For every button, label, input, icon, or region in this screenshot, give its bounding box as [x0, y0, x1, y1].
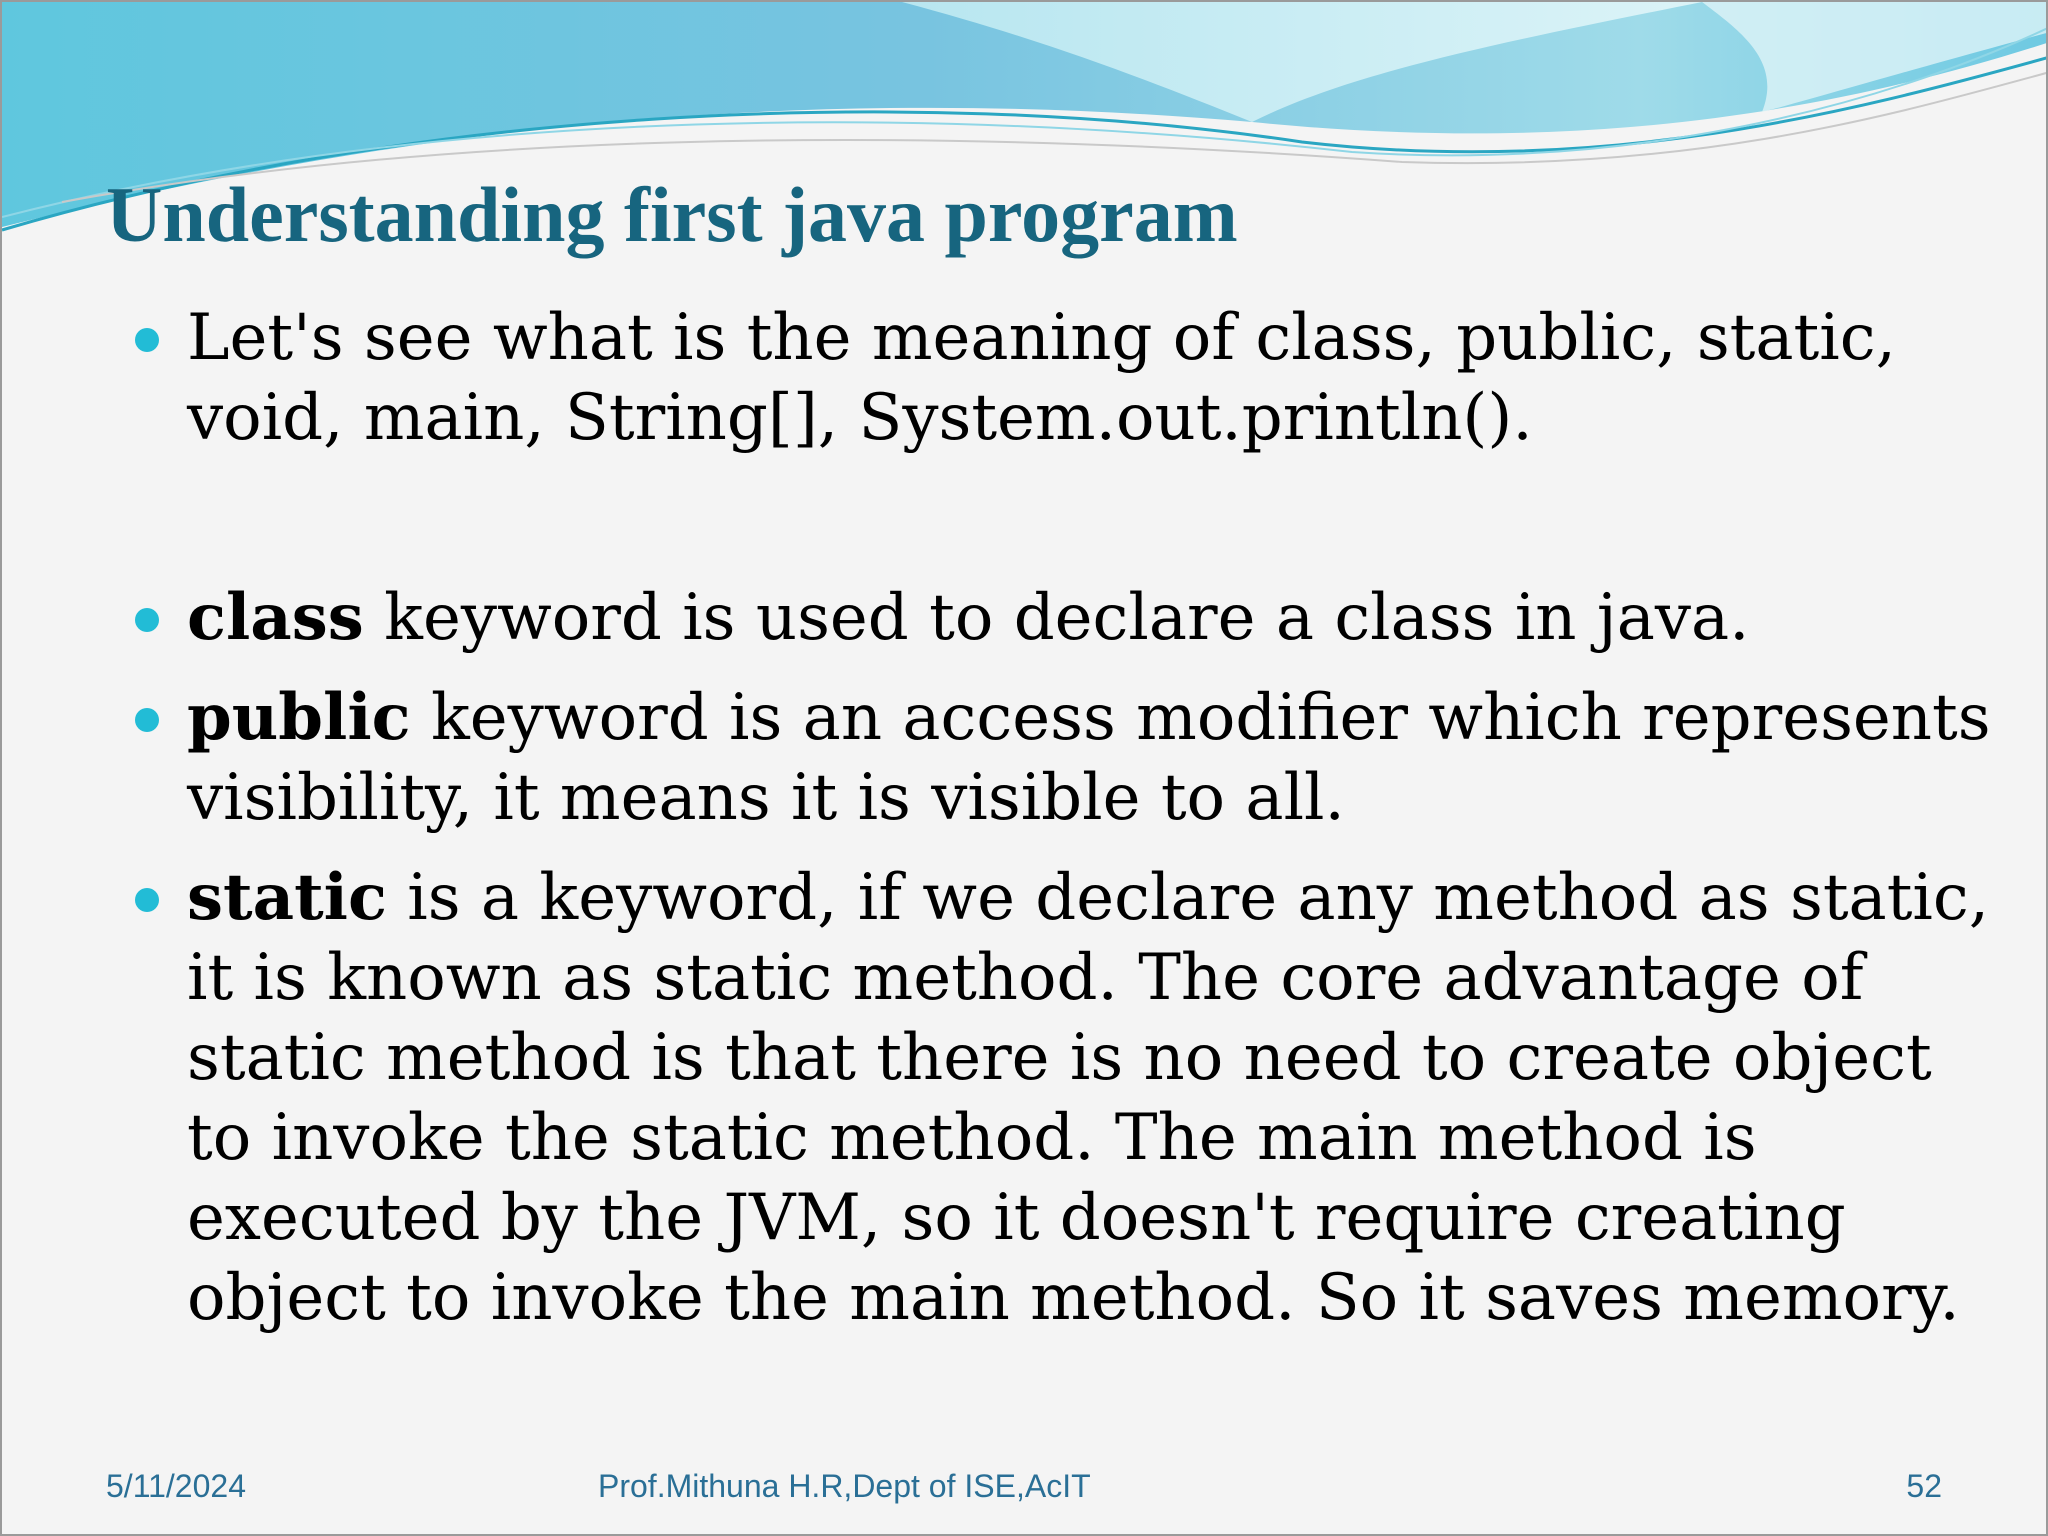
footer-page-number: 52 [1906, 1468, 1942, 1504]
bullet-text-line: void, main, String[], System.out.println(). [187, 381, 1533, 455]
bullet-text-line [187, 578, 1932, 658]
footer-author: Prof.Mithuna H.R,Dept of ISE,AcIT [598, 1468, 1091, 1504]
bullet-text-line: object to invoke the main method. So it saves memory. [187, 1261, 1960, 1335]
bullet-dot-icon [135, 328, 159, 352]
bullet-keyword: public [187, 680, 411, 755]
bullet-text: keyword is an access modifier which represents [410, 681, 1991, 755]
bullet-keyword: class [187, 580, 364, 655]
bullet-text-line: Let's see what is the meaning of class, public, static, [187, 301, 1896, 375]
bullet-text-line [187, 678, 1991, 758]
bullet-text-line: executed by the JVM, so it doesn't require creating [187, 1181, 1846, 1255]
bullet-dot-icon [135, 888, 159, 912]
bullet-keyword: static [187, 860, 387, 935]
bullet-text-line: static method is that there is no need to create object [187, 1021, 1932, 1095]
bullet-text: keyword is used to declare a class in java. [363, 581, 1750, 655]
bullet-item [132, 578, 1932, 658]
bullet-text: is a keyword, if we declare any method as static, [386, 861, 1990, 935]
slide-title: Understanding first java program [106, 171, 1238, 258]
bullet-text-line [187, 858, 1990, 938]
bullet-item [132, 678, 1991, 838]
bullet-dot-icon [135, 708, 159, 732]
bullet-text-line: visibility, it means it is visible to all. [187, 761, 1345, 835]
bullet-item [132, 858, 1990, 1338]
bullet-list [132, 298, 1991, 1338]
bullet-text-line: it is known as static method. The core advantage of [187, 941, 1864, 1015]
footer-date: 5/11/2024 [106, 1468, 246, 1504]
bullet-item [132, 298, 1932, 458]
bullet-text-line: to invoke the static method. The main method is [187, 1101, 1757, 1175]
bullet-dot-icon [135, 608, 159, 632]
